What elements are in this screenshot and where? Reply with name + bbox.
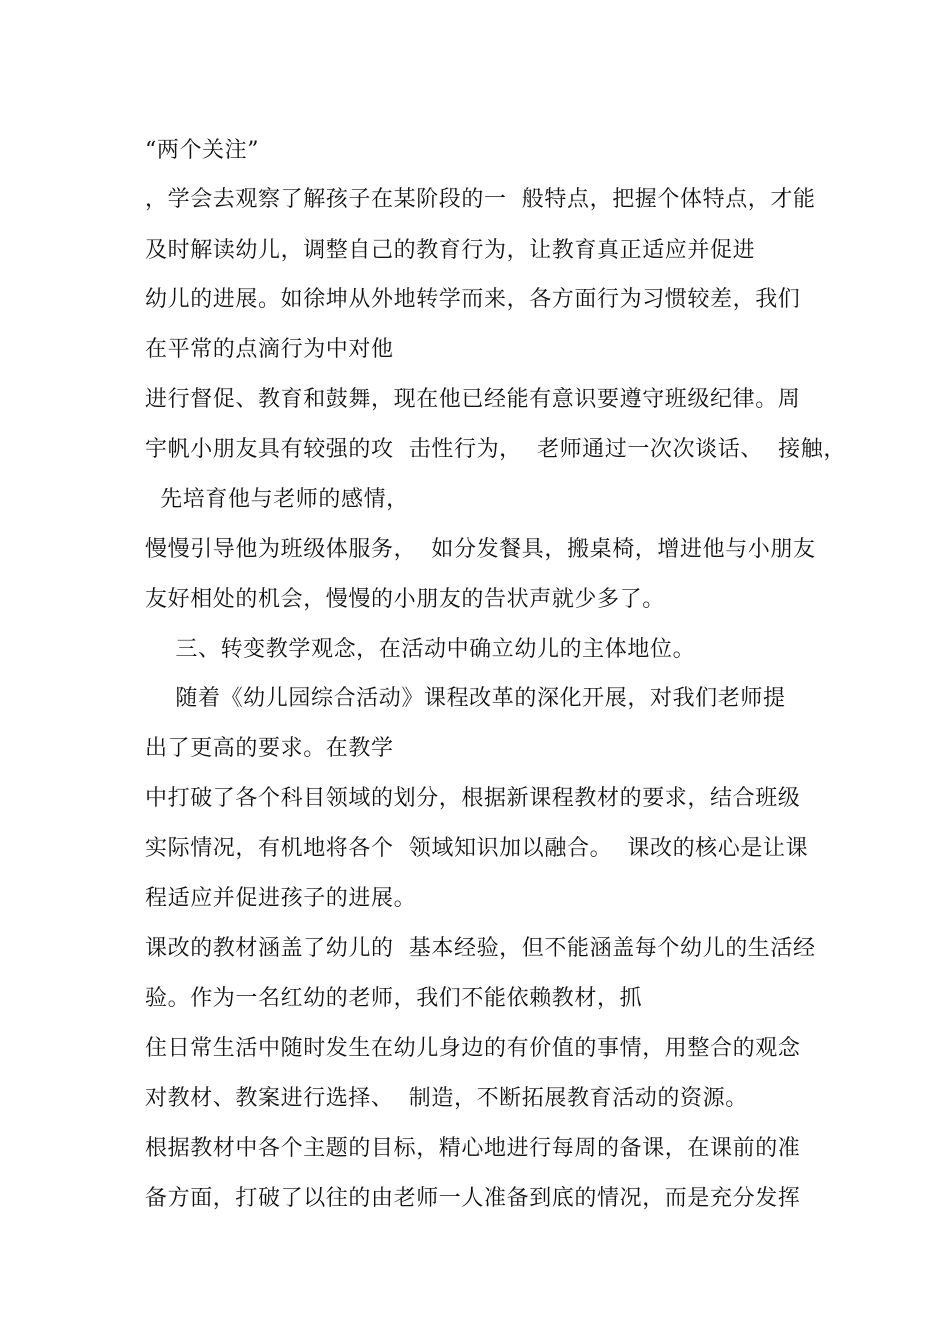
text-line: 友好相处的机会，慢慢的小朋友的告状声就少多了。 [145,587,665,612]
text-line: 随着《幼儿园综合活动》课程改革的深化开展，对我们老师提 [145,686,786,711]
text-line: 实际情况，有机地将各个 领域知识加以融合。 课改的核心是让课 [145,836,809,861]
text-line: 及时解读幼儿，调整自己的教育行为，让教育真正适应并促进 [145,238,756,263]
text-line: “两个关注” [145,138,260,163]
text-line: 程适应并促进孩子的进展。 [145,886,417,911]
section-heading: 三、转变教学观念，在活动中确立幼儿的主体地位。 [145,637,696,662]
text-line: 进行督促、教育和鼓舞，现在他已经能有意识要遵守班级纪律。周 [145,387,801,412]
text-line: 宇帆小朋友具有较强的攻 击性行为， 老师通过一次次谈话、 接触， [145,437,846,462]
text-line: 出了更高的要求。在教学 [145,736,394,761]
text-line: 根据教材中各个主题的目标，精心地进行每周的备课，在课前的准 [145,1136,801,1161]
text-line: 验。作为一名红幼的老师，我们不能依赖教材，抓 [145,986,643,1011]
text-line: 在平常的点滴行为中对他 [145,337,394,362]
text-line: 对教材、教案进行选择、 制造，不断拓展教育活动的资源。 [145,1086,748,1111]
text-line: 先培育他与老师的感情， [145,487,409,512]
text-line: 备方面，打破了以往的由老师一人准备到底的情况，而是充分发挥 [145,1186,801,1211]
text-line: 中打破了各个科目领域的划分，根据新课程教材的要求，结合班级 [145,786,801,811]
text-line: 慢慢引导他为班级体服务， 如分发餐具，搬桌椅，增进他与小朋友 [145,537,816,562]
text-line: 幼儿的进展。如徐坤从外地转学而来，各方面行为习惯较差，我们 [145,287,801,312]
text-line: ，学会去观察了解孩子在某阶段的一 般特点，把握个体特点，才能 [145,187,816,212]
text-line: 住日常生活中随时发生在幼儿身边的有价值的事情，用整合的观念 [145,1036,801,1061]
text-line: 课改的教材涵盖了幼儿的 基本经验，但不能涵盖每个幼儿的生活经 [145,936,816,961]
